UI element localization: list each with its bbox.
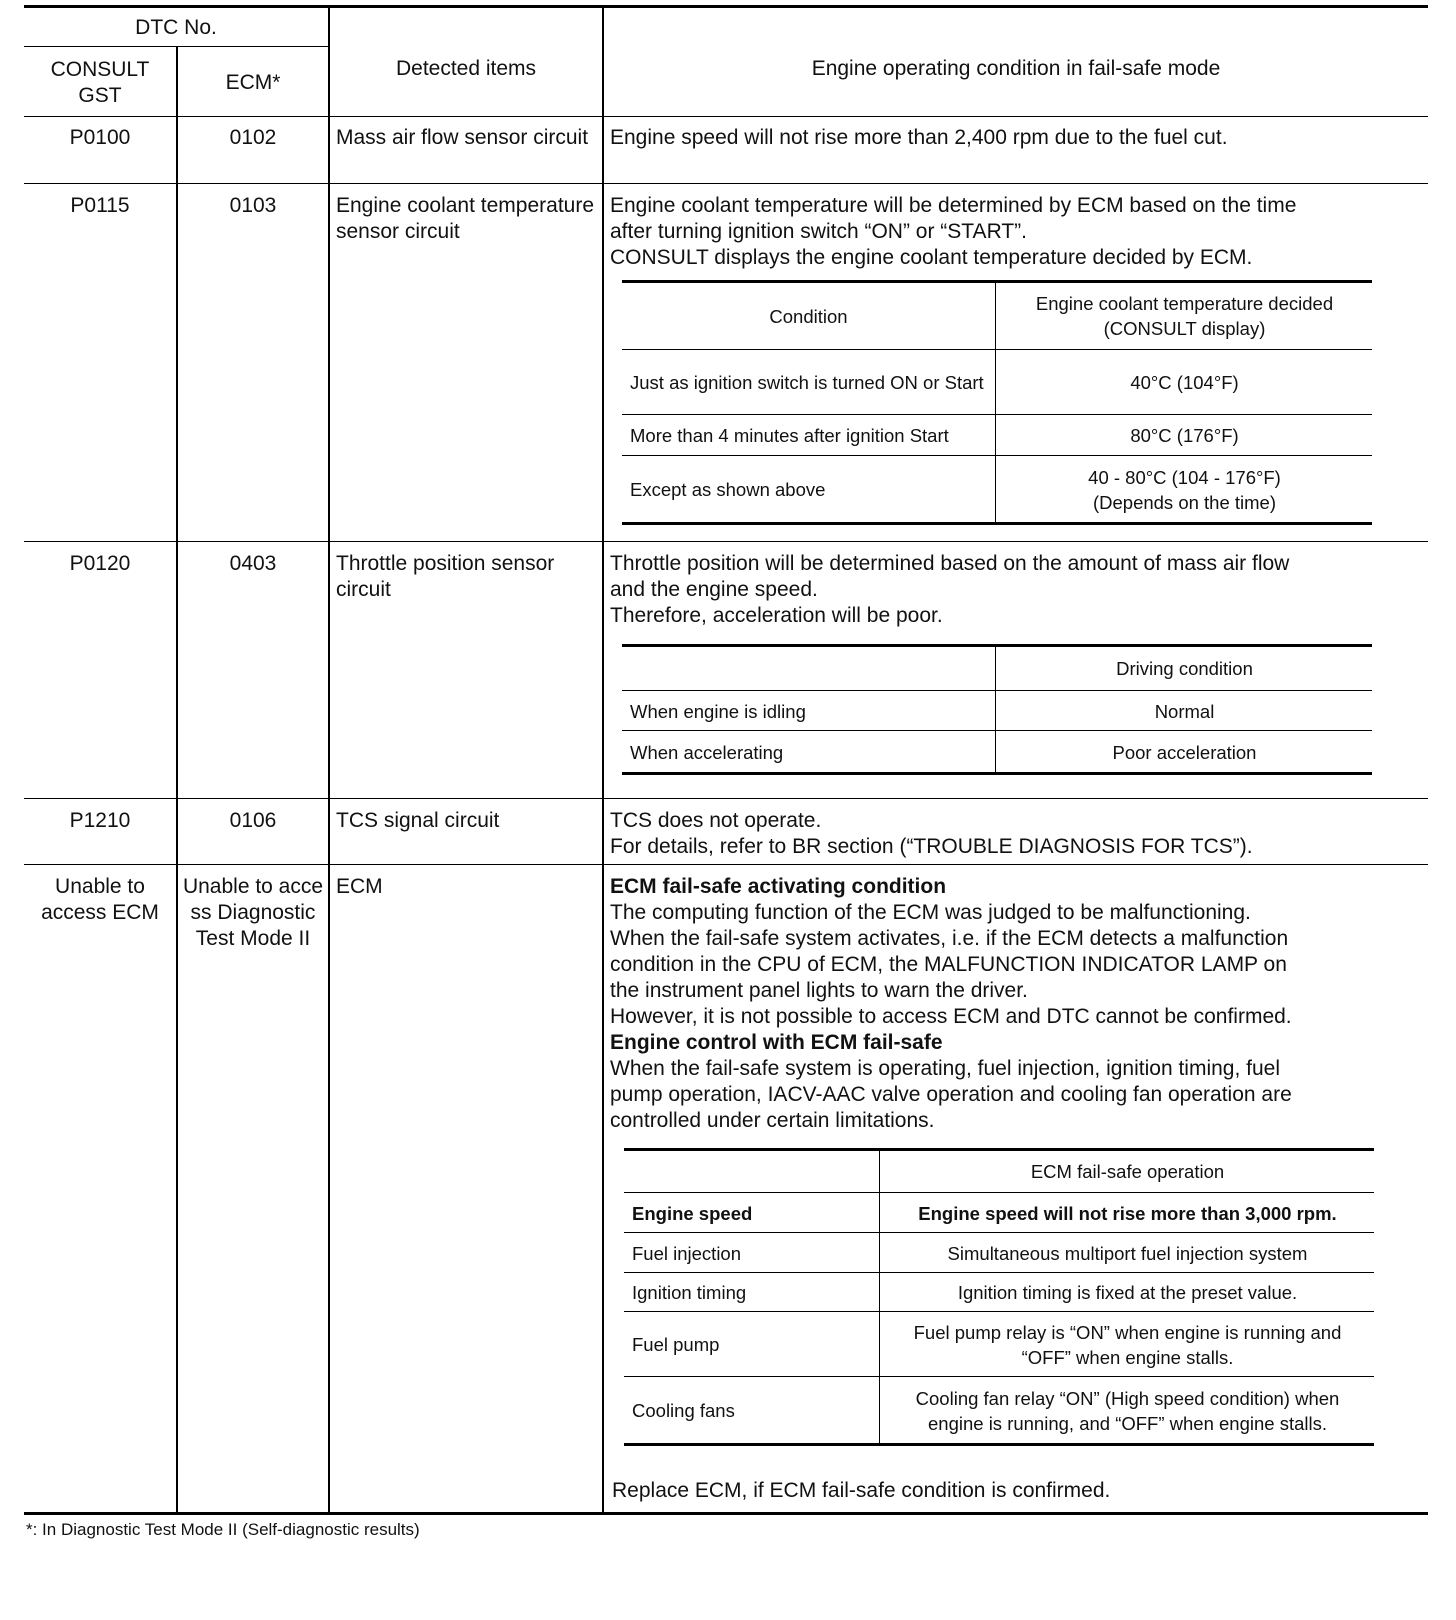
row1-ecm-code: 0102 <box>229 126 277 149</box>
row2-condition-line: after turning ignition switch “ON” or “START”. <box>610 220 1028 243</box>
row5-condition-line: When the fail-safe system activates, i.e. if the ECM detects a malfunction <box>610 927 1289 950</box>
row2-consult-code: P0115 <box>70 194 130 217</box>
subtable-row <box>997 351 1372 414</box>
row3-detected-item: Throttle position sensor circuit <box>336 552 555 601</box>
column-divider-detected <box>328 5 330 1514</box>
subtable-header-driving <box>997 647 1372 690</box>
row3-condition <box>610 551 1425 629</box>
row1-condition: Engine speed will not rise more than 2,400 rpm due to the fuel cut. <box>610 126 1228 149</box>
subtable-bottom-border <box>622 522 1372 525</box>
row4-detected-item: TCS signal circuit <box>336 809 500 832</box>
subtable-header-label: Driving condition <box>1116 658 1253 679</box>
row2-detected-item: Engine coolant temperature sensor circuit <box>336 194 594 243</box>
row3-ecm-code: 0403 <box>229 552 277 575</box>
header-ecm: ECM* <box>225 71 281 94</box>
subtable-cell: Cooling fan relay “ON” (High speed condition) when engine is running, and “OFF” when engine stalls. <box>915 1387 1340 1434</box>
row2-condition <box>610 193 1425 271</box>
subtable-cell: Ignition timing <box>632 1282 747 1303</box>
subtable-row <box>630 416 992 455</box>
replace-ecm-note: Replace ECM, if ECM fail-safe condition is confirmed. <box>612 1479 1111 1502</box>
subtable-header-empty <box>630 647 990 690</box>
subtable-row-line <box>624 1311 1374 1312</box>
subtable-cell: Fuel injection <box>632 1242 742 1264</box>
subtable-column-line <box>995 644 996 774</box>
row4-ecm-code: 0106 <box>229 809 277 832</box>
row3-condition-line: and the engine speed. <box>610 578 818 601</box>
subtable-cell: Simultaneous multiport fuel injection system <box>947 1242 1308 1264</box>
subtable-header-condition <box>622 283 995 349</box>
row5-condition <box>610 874 1425 1134</box>
subtable-cell: Ignition timing is fixed at the preset value. <box>957 1282 1298 1303</box>
subtable-row <box>630 351 990 414</box>
row-divider-4 <box>24 864 1428 865</box>
subtable-row <box>630 732 990 772</box>
header-detected-items: Detected items <box>395 57 537 80</box>
row-divider-2 <box>24 541 1428 542</box>
row4-condition-line: TCS does not operate. <box>610 809 822 832</box>
row2-condition-line: CONSULT displays the engine coolant temperature decided by ECM. <box>610 246 1253 269</box>
subtable-header-temperature <box>997 283 1372 349</box>
row2-ecm-code: 0103 <box>229 194 277 217</box>
subtable-cell: When accelerating <box>630 741 784 763</box>
subtable-cell: Except as shown above <box>630 479 826 500</box>
row5-detected-item: ECM <box>336 875 383 898</box>
subtable-row-line <box>622 455 1372 456</box>
subtable-cell: 80°C (176°F) <box>1130 425 1239 446</box>
subtable-row-line <box>624 1232 1374 1233</box>
table-bottom-border <box>24 1512 1428 1515</box>
row4-condition <box>610 808 1425 860</box>
subtable-header-label: ECM fail-safe operation <box>1030 1161 1225 1182</box>
header-dtc-no: DTC No. <box>135 16 217 39</box>
subtable-bottom-border <box>622 772 1372 775</box>
subtable-row <box>881 1313 1374 1376</box>
subtable-row <box>632 1234 877 1272</box>
row3-condition-line: Therefore, acceleration will be poor. <box>610 604 943 627</box>
row-divider-1 <box>24 183 1428 184</box>
subtable-header-ecm-operation <box>881 1151 1374 1192</box>
row5-condition-line: When the fail-safe system is operating, fuel injection, ignition timing, fuel <box>610 1057 1281 1080</box>
subtable-row <box>997 732 1372 772</box>
subtable-row-line <box>622 349 1372 350</box>
subtable-row-line <box>624 1272 1374 1273</box>
subtable-cell: Poor acceleration <box>1112 741 1257 763</box>
subtable-cell: Normal <box>1154 700 1215 722</box>
row5-condition-line: However, it is not possible to access ECM and DTC cannot be confirmed. <box>610 1005 1292 1028</box>
subtable-cell: Cooling fans <box>632 1400 735 1421</box>
header-engine-condition: Engine operating condition in fail-safe mode <box>811 57 1221 80</box>
row5-condition-line: controlled under certain limitations. <box>610 1109 935 1132</box>
subtable-cell: More than 4 minutes after ignition Start <box>630 425 949 446</box>
row4-consult-code: P1210 <box>69 809 131 832</box>
subtable-row-line <box>622 730 1372 731</box>
row5-condition-line: condition in the CPU of ECM, the MALFUNCTION INDICATOR LAMP on <box>610 953 1287 976</box>
subtable-row <box>997 416 1372 455</box>
subtable-column-line <box>879 1148 880 1445</box>
subtable-cell: Engine speed <box>632 1202 753 1224</box>
row4-condition-line: For details, refer to BR section (“TROUBLE DIAGNOSIS FOR TCS”). <box>610 835 1253 858</box>
row3-condition-line: Throttle position will be determined based on the amount of mass air flow <box>610 552 1290 575</box>
column-divider-ecm <box>176 46 178 1514</box>
row5-ecm-code: Unable to access Diagnostic Test Mode II <box>182 875 324 950</box>
subtable-row <box>997 457 1372 522</box>
subtable-header-label: Condition <box>769 305 848 327</box>
subtable-cell: When engine is idling <box>630 700 806 722</box>
subtable-row <box>632 1194 877 1232</box>
subtable-row <box>997 692 1372 730</box>
failsafe-activating-heading: ECM fail-safe activating condition <box>610 875 947 898</box>
subtable-cell: Fuel pump <box>632 1334 720 1355</box>
subtable-row <box>881 1274 1374 1311</box>
row5-condition-line: pump operation, IACV-AAC valve operation and cooling fan operation are <box>610 1083 1292 1106</box>
subtable-row-line <box>622 690 1372 691</box>
header-consult-gst: CONSULT GST <box>50 58 150 107</box>
header-bottom-border <box>24 116 1428 117</box>
subtable-row <box>630 457 990 522</box>
column-divider-condition <box>602 5 604 1514</box>
subtable-header-empty <box>632 1151 877 1192</box>
subtable-column-line <box>995 280 996 524</box>
subtable-bottom-border <box>624 1443 1374 1446</box>
subtable-row <box>881 1194 1374 1232</box>
subtable-row <box>881 1234 1374 1272</box>
subtable-row <box>632 1274 877 1311</box>
subtable-row <box>881 1378 1374 1443</box>
subtable-cell: Fuel pump relay is “ON” when engine is running and “OFF” when engine stalls. <box>913 1321 1342 1368</box>
subtable-row-line <box>624 1192 1374 1193</box>
engine-control-heading: Engine control with ECM fail-safe <box>610 1031 943 1054</box>
subtable-row <box>632 1313 877 1376</box>
subtable-row-line <box>622 414 1372 415</box>
row-divider-3 <box>24 798 1428 799</box>
subtable-cell: Engine speed will not rise more than 3,000 rpm. <box>918 1202 1337 1224</box>
subtable-cell: 40 - 80°C (104 - 176°F) (Depends on the time) <box>1088 466 1281 513</box>
subtable-row-line <box>624 1376 1374 1377</box>
row3-consult-code: P0120 <box>69 552 131 575</box>
row1-consult-code: P0100 <box>69 126 131 149</box>
subtable-row <box>632 1378 877 1443</box>
subtable-cell: 40°C (104°F) <box>1130 372 1239 393</box>
subtable-header-label: Engine coolant temperature decided (CONSULT display) <box>1035 293 1334 339</box>
subtable-row <box>630 692 990 730</box>
row5-consult-code: Unable to access ECM <box>41 875 159 924</box>
subtable-cell: Just as ignition switch is turned ON or Start <box>630 372 984 393</box>
table-top-border <box>24 5 1428 8</box>
footnote: *: In Diagnostic Test Mode II (Self-diagnostic results) <box>26 1520 420 1539</box>
row5-condition-line: The computing function of the ECM was judged to be malfunctioning. <box>610 901 1251 924</box>
row2-condition-line: Engine coolant temperature will be determined by ECM based on the time <box>610 194 1297 217</box>
row5-condition-line: the instrument panel lights to warn the driver. <box>610 979 1028 1002</box>
row1-detected-item: Mass air flow sensor circuit <box>336 126 589 149</box>
